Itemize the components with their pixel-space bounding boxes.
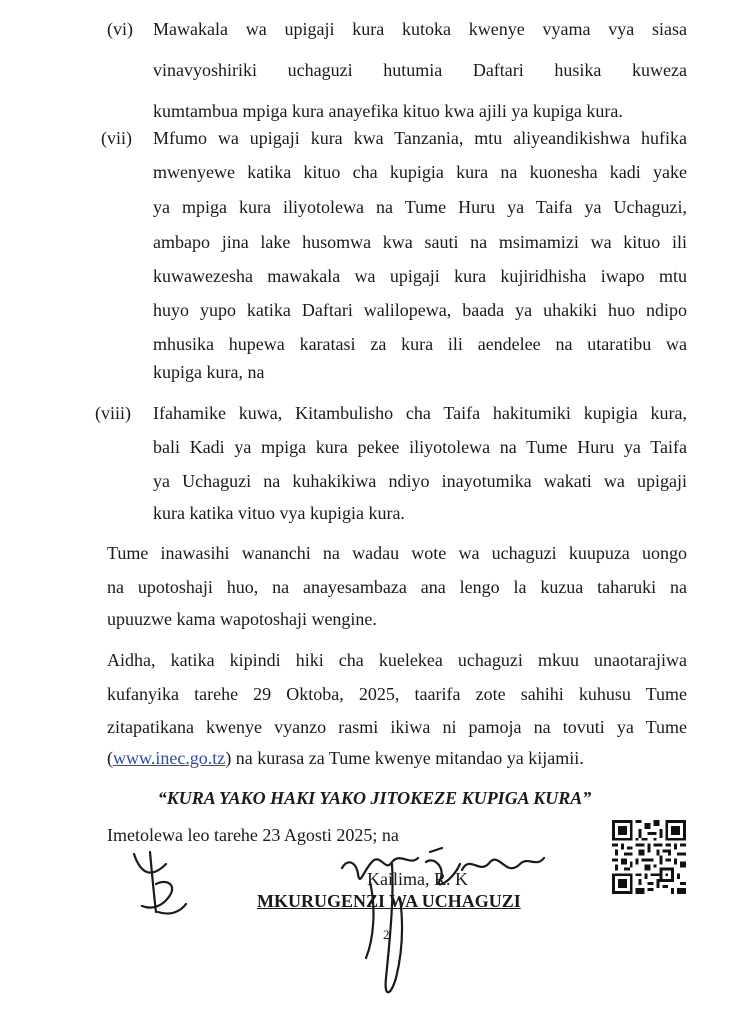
page-number: 2	[383, 927, 390, 942]
open-paren: (	[107, 748, 113, 768]
paragraph-line: Tume inawasihi wananchi na wadau wote wa uchaguzi kuupuza uongo	[107, 543, 687, 563]
signer-name: Kailima, R. K	[367, 869, 468, 889]
item-line: ya Uchaguzi na kuhakikiwa ndiyo inayotumika wakati wa upigaji	[153, 471, 687, 491]
item-line: ya mpiga kura iliyotolewa na Tume Huru ya Taifa ya Uchaguzi,	[153, 197, 687, 217]
director-signature	[330, 828, 560, 1008]
item-line: huyo yupo katika Daftari walilopewa, baada ya uhakiki huo ndipo	[153, 300, 687, 320]
initials-signature	[128, 840, 192, 924]
item-line: vinavyoshiriki uchaguzi hutumia Daftari husika kuweza	[153, 60, 687, 80]
item-number: (vii)	[101, 128, 132, 148]
paragraph-line: zitapatikana kwenye vyanzo rasmi ikiwa ni pamoja na tovuti ya Tume	[107, 717, 687, 737]
item-number: (vi)	[107, 19, 133, 39]
item-line: Ifahamike kuwa, Kitambulisho cha Taifa hakitumiki kupigia kura,	[153, 403, 687, 423]
issue-date: Imetolewa leo tarehe 23 Agosti 2025; na	[107, 825, 399, 845]
link-trailing-text: ) na kurasa za Tume kwenye mitandao ya kijamii.	[225, 748, 584, 768]
slogan: “KURA YAKO HAKI YAKO JITOKEZE KUPIGA KURA”	[157, 788, 592, 808]
item-number: (viii)	[95, 403, 131, 423]
item-line: kura katika vituo vya kupigia kura.	[153, 503, 405, 523]
signer-title: MKURUGENZI WA UCHAGUZI	[257, 891, 521, 911]
item-line: mwenyewe katika kituo cha kupigia kura na kuonesha kadi yake	[153, 162, 687, 182]
qr-code-image[interactable]	[612, 820, 686, 894]
item-line: Mfumo wa upigaji kura kwa Tanzania, mtu aliyeandikishwa hufika	[153, 128, 687, 148]
paragraph-line: Aidha, katika kipindi hiki cha kuelekea uchaguzi mkuu unaotarajiwa	[107, 650, 687, 670]
item-line: kupiga kura, na	[153, 362, 265, 382]
paragraph-line: kufanyika tarehe 29 Oktoba, 2025, taarifa zote sahihi kuhusu Tume	[107, 684, 687, 704]
item-line: kumtambua mpiga kura anayefika kituo kwa ajili ya kupiga kura.	[153, 101, 623, 121]
item-line: Mawakala wa upigaji kura kutoka kwenye vyama vya siasa	[153, 19, 687, 39]
paragraph-line: na upotoshaji huo, na anayesambaza ana lengo la kuzua taharuki na	[107, 577, 687, 597]
item-line: mhusika hupewa karatasi za kura ili aendelee na utaratibu wa	[153, 334, 687, 354]
paragraph-line: upuuzwe kama wapotoshaji wengine.	[107, 609, 377, 629]
website-link[interactable]: www.inec.go.tz	[113, 748, 226, 768]
item-line: ambapo jina lake husomwa kwa sauti na msimamizi wa kituo ili	[153, 232, 687, 252]
item-line: bali Kadi ya mpiga kura pekee iliyotolewa na Tume Huru ya Taifa	[153, 437, 687, 457]
item-line: kuwawezesha mawakala wa upigaji kura kujiridhisha iwapo mtu	[153, 266, 687, 286]
paragraph-line-link	[107, 749, 687, 767]
